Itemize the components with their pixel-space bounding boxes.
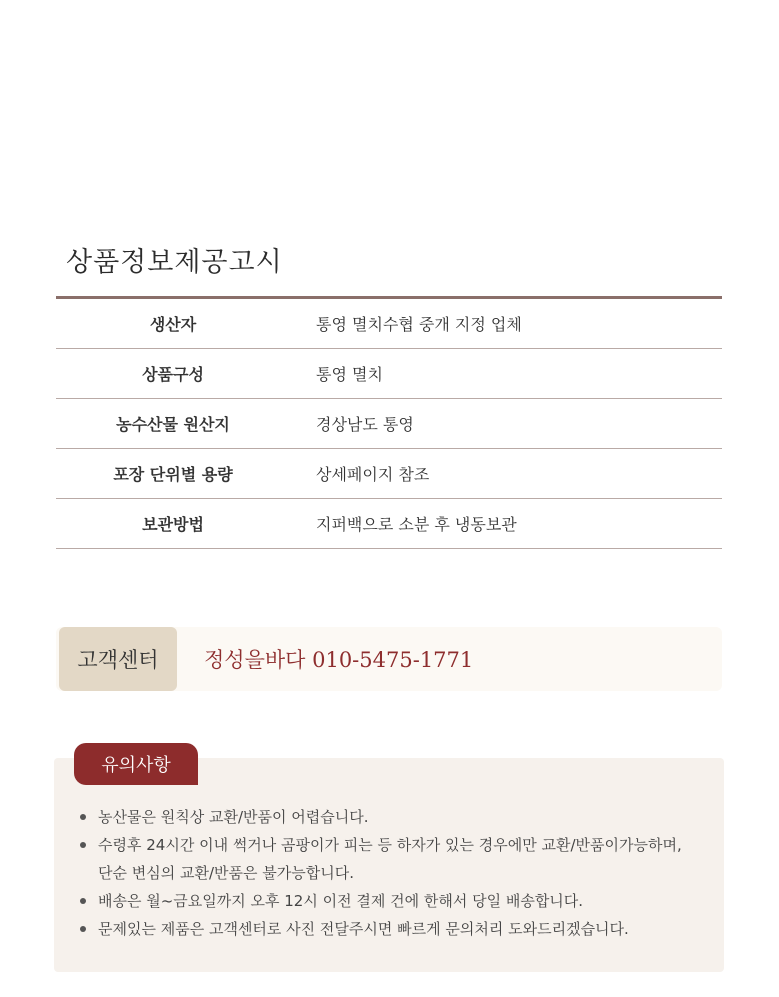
bullet-icon (80, 898, 86, 904)
bullet-icon (80, 842, 86, 848)
list-item (80, 915, 700, 943)
list-item (80, 887, 700, 915)
row-value: 경상남도 통영 (290, 399, 722, 449)
customer-center-label: 고객센터 (59, 627, 177, 691)
row-value: 상세페이지 참조 (290, 449, 722, 499)
bullet-icon (80, 814, 86, 820)
page-title: 상품정보제공고시 (66, 247, 283, 278)
notice-item-text: 수령후 24시간 이내 썩거나 곰팡이가 피는 등 하자가 있는 경우에만 교환/반품이가능하며, 단순 변심의 교환/반품은 불가능합니다. (98, 836, 682, 882)
customer-center-phone[interactable]: 정성을바다 010-5475-1771 (204, 648, 474, 672)
customer-center-box (56, 627, 722, 691)
table-row (56, 349, 722, 399)
notice-list (80, 803, 700, 943)
table-row (56, 499, 722, 549)
row-label: 생산자 (56, 298, 290, 349)
row-label: 포장 단위별 용량 (56, 449, 290, 499)
row-value: 통영 멸치 (290, 349, 722, 399)
list-item (80, 803, 700, 831)
notice-item-text: 문제있는 제품은 고객센터로 사진 전달주시면 빠르게 문의처리 도와드리겠습니다. (98, 920, 629, 938)
notice-item-text: 배송은 월~금요일까지 오후 12시 이전 결제 건에 한해서 당일 배송합니다. (98, 892, 584, 910)
product-info-table (56, 296, 722, 549)
table-row (56, 298, 722, 349)
row-value: 지퍼백으로 소분 후 냉동보관 (290, 499, 722, 549)
row-value: 통영 멸치수협 중개 지정 업체 (290, 298, 722, 349)
row-label: 농수산물 원산지 (56, 399, 290, 449)
row-label: 보관방법 (56, 499, 290, 549)
bullet-icon (80, 926, 86, 932)
table-row (56, 399, 722, 449)
table-row (56, 449, 722, 499)
row-label: 상품구성 (56, 349, 290, 399)
notice-item-text: 농산물은 원칙상 교환/반품이 어렵습니다. (98, 808, 369, 826)
notice-title-tab: 유의사항 (74, 743, 198, 785)
list-item (80, 831, 700, 887)
